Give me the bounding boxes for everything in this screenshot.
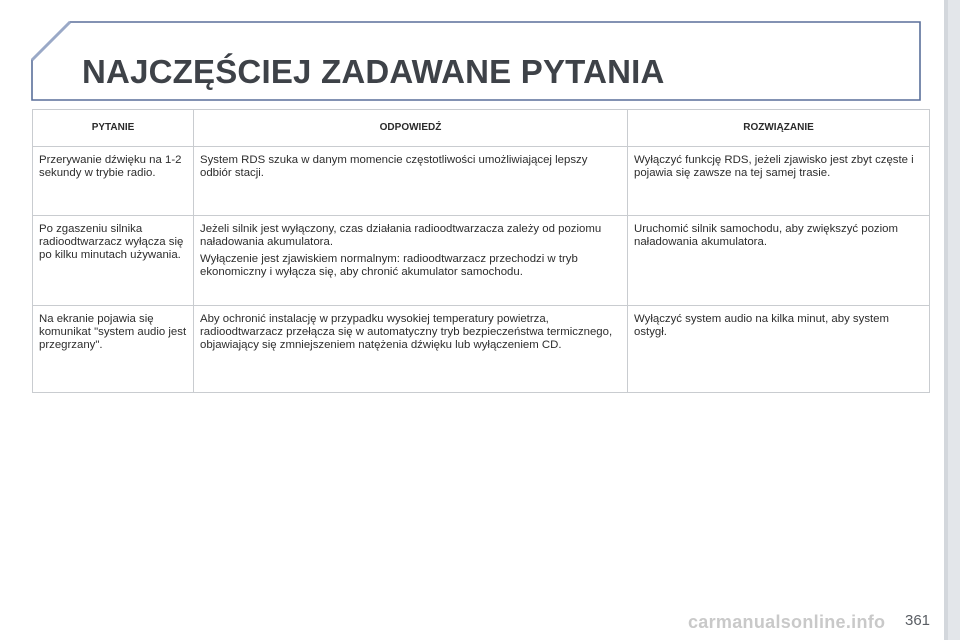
page-edge-strip [944, 0, 960, 640]
answer-paragraph: System RDS szuka w danym momencie częstotliwości umożliwiającej lepszy odbiór stacji. [200, 154, 588, 180]
watermark-text: carmanualsonline.info [688, 612, 886, 632]
answer-cell [194, 216, 628, 306]
header-banner [0, 0, 945, 110]
question-cell: Po zgaszeniu silnika radioodtwarzacz wyłącza się po kilku minutach używania. [33, 216, 194, 306]
answer-paragraph: Jeżeli silnik jest wyłączony, czas działania radioodtwarzacza zależy od poziomu naładowania akumulatora. [200, 223, 602, 249]
solution-cell: Wyłączyć system audio na kilka minut, aby system ostygł. [628, 306, 930, 393]
page-number: 361 [905, 612, 931, 629]
table-header-row [33, 110, 930, 147]
table-row [33, 306, 930, 393]
question-cell: Na ekranie pojawia się komunikat "system audio jest przegrzany". [33, 306, 194, 393]
answer-paragraph: Wyłączenie jest zjawiskiem normalnym: radioodtwarzacz przechodzi w tryb ekonomiczny i wyłącza się, aby chronić akumulator samochodu. [200, 253, 578, 279]
header-answer: ODPOWIEDŹ [194, 110, 628, 147]
solution-cell: Uruchomić silnik samochodu, aby zwiększyć poziom naładowania akumulatora. [628, 216, 930, 306]
table-row [33, 216, 930, 306]
answer-cell [194, 306, 628, 393]
answer-paragraph: Aby ochronić instalację w przypadku wysokiej temperatury powietrza, radioodtwarzacz przełącza się w automatyczny tryb bezpieczeństwa termicznego, objawiający się zmniejszeniem natężenia dźwięku lub wyłączeniem CD. [200, 313, 613, 352]
header-solution: ROZWIĄZANIE [628, 110, 930, 147]
faq-table [32, 109, 930, 393]
page-title: NAJCZĘŚCIEJ ZADAWANE PYTANIA [82, 53, 665, 90]
question-cell: Przerywanie dźwięku na 1-2 sekundy w trybie radio. [33, 147, 194, 216]
table-row [33, 147, 930, 216]
header-question: PYTANIE [33, 110, 194, 147]
solution-cell: Wyłączyć funkcję RDS, jeżeli zjawisko jest zbyt częste i pojawia się zawsze na tej samej trasie. [628, 147, 930, 216]
answer-cell [194, 147, 628, 216]
